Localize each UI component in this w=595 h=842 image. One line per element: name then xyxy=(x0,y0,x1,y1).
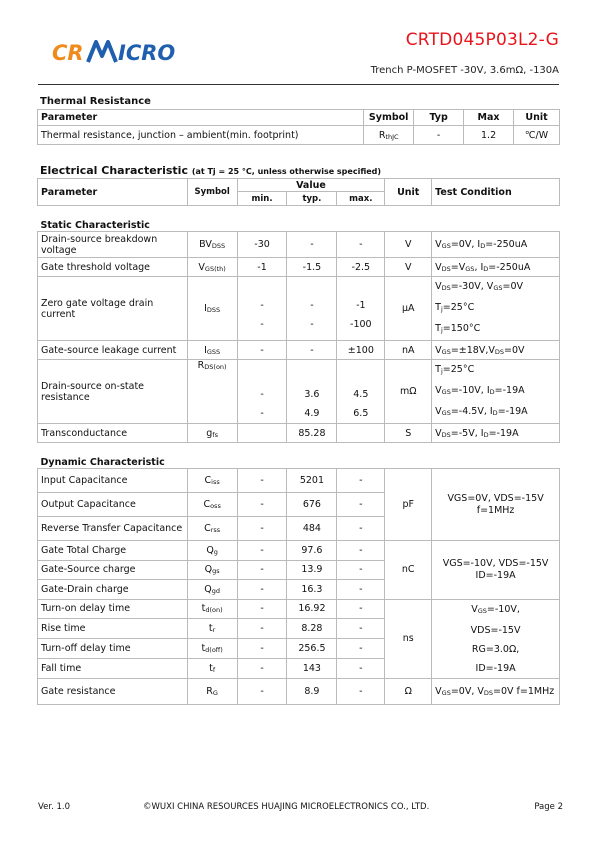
typ-cell: 8.28 xyxy=(287,619,337,639)
test-cell: VGS=±18V,VDS=0V xyxy=(432,341,560,360)
symbol-cell: td(off) xyxy=(187,639,237,659)
param-cell: Turn-on delay time xyxy=(38,599,188,619)
min-cell: - xyxy=(237,658,287,678)
max-cell xyxy=(337,424,385,443)
thermal-typ: - xyxy=(414,126,464,145)
param-cell: Transconductance xyxy=(38,424,188,443)
unit-cell: Ω xyxy=(385,678,432,704)
test-cell: VDS=-5V, ID=-19A xyxy=(432,424,560,443)
param-cell: Drain-source breakdown voltage xyxy=(38,232,188,258)
typ-cell: 3.6 4.9 xyxy=(287,360,337,424)
max-cell: - xyxy=(337,678,385,704)
max-cell: -1 -100 xyxy=(337,277,385,341)
thermal-symbol: RthJC xyxy=(364,126,414,145)
min-cell: -1 xyxy=(237,258,287,277)
th-max: Max xyxy=(464,110,514,126)
max-cell: - xyxy=(337,541,385,561)
thermal-title: Thermal Resistance xyxy=(40,96,151,107)
table-row xyxy=(38,360,560,424)
typ-cell: - xyxy=(287,341,337,360)
max-cell: - xyxy=(337,560,385,580)
table-row xyxy=(38,599,560,619)
unit-cell: V xyxy=(385,232,432,258)
max-cell: - xyxy=(337,493,385,517)
eth-min: min. xyxy=(237,192,287,206)
unit-cell: ns xyxy=(385,599,432,678)
param-cell: Gate-source leakage current xyxy=(38,341,188,360)
unit-cell: nC xyxy=(385,541,432,600)
electrical-title: Electrical Characteristic (at Tj = 25 °C, unless otherwise specified) xyxy=(40,164,382,177)
min-cell: - xyxy=(237,341,287,360)
eth-value: Value xyxy=(237,179,385,192)
typ-cell: 97.6 xyxy=(287,541,337,561)
symbol-cell: RG xyxy=(187,678,237,704)
symbol-cell: BVDSS xyxy=(187,232,237,258)
eth-parameter: Parameter xyxy=(38,179,188,206)
typ-cell: -1.5 xyxy=(287,258,337,277)
typ-cell: - - xyxy=(287,277,337,341)
min-cell: - xyxy=(237,678,287,704)
unit-cell: V xyxy=(385,258,432,277)
typ-cell: 256.5 xyxy=(287,639,337,659)
max-cell: -2.5 xyxy=(337,258,385,277)
min-cell: - xyxy=(237,469,287,493)
param-cell: Reverse Transfer Capacitance xyxy=(38,517,188,541)
eth-max: max. xyxy=(337,192,385,206)
min-cell xyxy=(237,424,287,443)
dynamic-section-title: Dynamic Characteristic xyxy=(38,443,560,469)
table-row xyxy=(38,341,560,360)
symbol-cell: Qgd xyxy=(187,580,237,600)
eth-test: Test Condition xyxy=(432,179,560,206)
symbol-cell: Qgs xyxy=(187,560,237,580)
min-cell: - xyxy=(237,541,287,561)
max-cell: - xyxy=(337,232,385,258)
param-cell: Rise time xyxy=(38,619,188,639)
param-cell: Input Capacitance xyxy=(38,469,188,493)
symbol-cell: VGS(th) xyxy=(187,258,237,277)
thermal-unit: ℃/W xyxy=(514,126,560,145)
typ-cell: 143 xyxy=(287,658,337,678)
max-cell: - xyxy=(337,639,385,659)
test-cell: Tj=25°C VGS=-10V, ID=-19A VGS=-4.5V, ID=-19A xyxy=(432,360,560,424)
min-cell: - xyxy=(237,639,287,659)
footer-version: Ver. 1.0 xyxy=(38,802,71,812)
param-cell: Zero gate voltage drain current xyxy=(38,277,188,341)
thermal-max: 1.2 xyxy=(464,126,514,145)
unit-cell: mΩ xyxy=(385,360,432,424)
table-row xyxy=(38,678,560,704)
svg-text:CR: CR xyxy=(52,41,84,65)
th-parameter: Parameter xyxy=(38,110,364,126)
typ-cell: 8.9 xyxy=(287,678,337,704)
symbol-cell: Crss xyxy=(187,517,237,541)
test-cell: VGS=-10V, VDS=-15V ID=-19A xyxy=(432,541,560,600)
min-cell: - xyxy=(237,517,287,541)
param-cell: Fall time xyxy=(38,658,188,678)
cr-micro-logo xyxy=(52,36,192,68)
symbol-cell: Coss xyxy=(187,493,237,517)
min-cell: -30 xyxy=(237,232,287,258)
eth-symbol: Symbol xyxy=(187,179,237,206)
param-cell: Output Capacitance xyxy=(38,493,188,517)
param-cell: Drain-source on-state resistance xyxy=(38,360,188,424)
param-cell: Gate Total Charge xyxy=(38,541,188,561)
param-cell: Turn-off delay time xyxy=(38,639,188,659)
thermal-table xyxy=(37,109,560,145)
min-cell: - - xyxy=(237,360,287,424)
param-cell: Gate threshold voltage xyxy=(38,258,188,277)
table-row xyxy=(38,469,560,493)
typ-cell: 5201 xyxy=(287,469,337,493)
symbol-cell: IGSS xyxy=(187,341,237,360)
max-cell: - xyxy=(337,580,385,600)
test-cell: VGS=0V, VDS=0V f=1MHz xyxy=(432,678,560,704)
electrical-table xyxy=(37,178,560,705)
param-cell: Gate-Source charge xyxy=(38,560,188,580)
max-cell: - xyxy=(337,658,385,678)
table-row xyxy=(38,232,560,258)
typ-cell: 16.92 xyxy=(287,599,337,619)
param-cell: Gate resistance xyxy=(38,678,188,704)
min-cell: - xyxy=(237,580,287,600)
svg-text:ICRO: ICRO xyxy=(118,41,176,65)
table-row xyxy=(38,424,560,443)
min-cell: - xyxy=(237,493,287,517)
min-cell: - - xyxy=(237,277,287,341)
symbol-cell: Ciss xyxy=(187,469,237,493)
thermal-param: Thermal resistance, junction – ambient(min. footprint) xyxy=(38,126,364,145)
th-symbol: Symbol xyxy=(364,110,414,126)
device-subtitle: Trench P-MOSFET -30V, 3.6mΩ, -130A xyxy=(370,65,559,76)
param-cell: Gate-Drain charge xyxy=(38,580,188,600)
max-cell: - xyxy=(337,517,385,541)
unit-cell: nA xyxy=(385,341,432,360)
typ-cell: 484 xyxy=(287,517,337,541)
typ-cell: 85.28 xyxy=(287,424,337,443)
max-cell: - xyxy=(337,599,385,619)
test-cell: VGS=0V, ID=-250uA xyxy=(432,232,560,258)
footer-page: Page 2 xyxy=(534,802,563,812)
symbol-cell: tr xyxy=(187,619,237,639)
test-cell: VGS=-10V, VDS=-15V RG=3.0Ω, ID=-19A xyxy=(432,599,560,678)
table-row xyxy=(38,277,560,341)
eth-typ: typ. xyxy=(287,192,337,206)
typ-cell: - xyxy=(287,232,337,258)
min-cell: - xyxy=(237,560,287,580)
static-section-title: Static Characteristic xyxy=(38,206,560,232)
symbol-cell: td(on) xyxy=(187,599,237,619)
min-cell: - xyxy=(237,619,287,639)
symbol-cell: IDSS xyxy=(187,277,237,341)
unit-cell: μA xyxy=(385,277,432,341)
max-cell: 4.5 6.5 xyxy=(337,360,385,424)
symbol-cell: gfs xyxy=(187,424,237,443)
typ-cell: 16.3 xyxy=(287,580,337,600)
min-cell: - xyxy=(237,599,287,619)
typ-cell: 676 xyxy=(287,493,337,517)
symbol-cell: tf xyxy=(187,658,237,678)
max-cell: - xyxy=(337,469,385,493)
typ-cell: 13.9 xyxy=(287,560,337,580)
electrical-note: (at Tj = 25 °C, unless otherwise specified) xyxy=(191,167,382,176)
table-row xyxy=(38,541,560,561)
test-cell: VDS=VGS, ID=-250uA xyxy=(432,258,560,277)
footer-copyright: ©WUXI CHINA RESOURCES HUAJING MICROELECTRONICS CO., LTD. xyxy=(143,802,430,812)
header-divider xyxy=(38,84,559,85)
part-number: CRTD045P03L2-G xyxy=(405,30,559,50)
unit-cell: S xyxy=(385,424,432,443)
max-cell: ±100 xyxy=(337,341,385,360)
test-cell: VDS=-30V, VGS=0V Tj=25°C Tj=150°C xyxy=(432,277,560,341)
th-unit: Unit xyxy=(514,110,560,126)
max-cell: - xyxy=(337,619,385,639)
table-row xyxy=(38,258,560,277)
test-cell: VGS=0V, VDS=-15V f=1MHz xyxy=(432,469,560,541)
unit-cell: pF xyxy=(385,469,432,541)
th-typ: Typ xyxy=(414,110,464,126)
symbol-cell: RDS(on) xyxy=(187,360,237,424)
eth-unit: Unit xyxy=(385,179,432,206)
symbol-cell: Qg xyxy=(187,541,237,561)
